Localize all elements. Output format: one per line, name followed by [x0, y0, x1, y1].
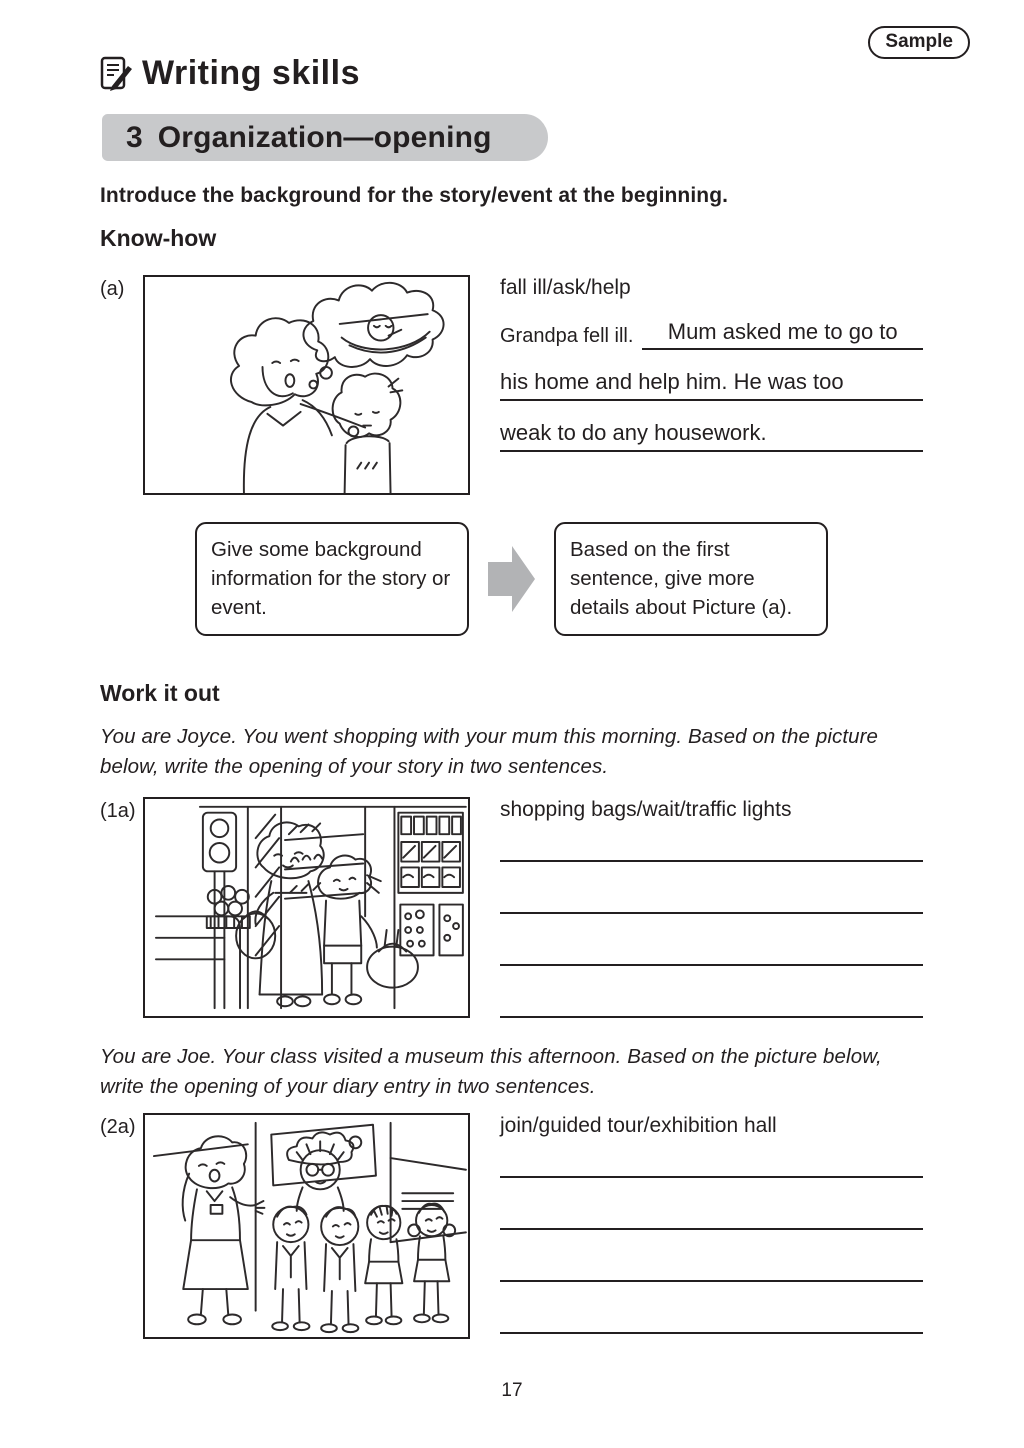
section-intro: Introduce the background for the story/event at the beginning.	[100, 184, 729, 207]
page-number: 17	[501, 1380, 523, 1401]
picture-a-frame	[143, 275, 470, 495]
hint-a: fall ill/ask/help	[500, 276, 631, 299]
know-how-heading: Know-how	[100, 225, 217, 251]
task1-writing-line-4[interactable]	[500, 966, 923, 1018]
task1-answers	[500, 797, 923, 1018]
section-title: Organization—opening	[157, 120, 492, 154]
answer-prefix: Grandpa fell ill.	[500, 325, 634, 347]
sample-badge: Sample	[868, 26, 970, 59]
page-title: Writing skills	[142, 54, 360, 92]
task2-writing-line-2[interactable]	[500, 1178, 923, 1230]
answer-line-1: Mum asked me to go to	[642, 319, 923, 350]
task2-writing-line-3[interactable]	[500, 1230, 923, 1282]
note-box-more-details: Based on the first sentence, give more details about Picture (a).	[554, 522, 828, 636]
task1-writing-line-2[interactable]	[500, 862, 923, 914]
task2-writing-line-1[interactable]	[500, 1139, 923, 1178]
figure-1a-label: (1a)	[100, 800, 136, 822]
task2-writing-line-4[interactable]	[500, 1282, 923, 1334]
hint-1a: shopping bags/wait/traffic lights	[500, 798, 792, 821]
section-pill	[102, 114, 548, 161]
answer-line-3: weak to do any housework.	[500, 420, 923, 452]
task2-row	[100, 1113, 924, 1339]
figure-2a-label: (2a)	[100, 1116, 136, 1138]
work-it-out-heading: Work it out	[100, 680, 220, 706]
hint-2a: join/guided tour/exhibition hall	[500, 1114, 777, 1137]
note-box-background-info: Give some background information for the story or event.	[195, 522, 469, 636]
picture-2a-frame	[143, 1113, 470, 1339]
figure-a-label: (a)	[100, 278, 125, 300]
page-title-row	[100, 54, 924, 93]
picture-1a-illustration-shopping	[145, 799, 467, 1016]
section-number: 3	[126, 120, 143, 154]
task1-write-lines	[500, 823, 923, 1018]
picture-2a-illustration-museum-tour	[145, 1115, 467, 1337]
task1-writing-line-1[interactable]	[500, 823, 923, 862]
task1-row	[100, 797, 924, 1018]
right-arrow-icon	[488, 546, 535, 612]
task2-answers	[500, 1113, 923, 1334]
answer-line-2: his home and help him. He was too	[500, 369, 923, 401]
task2-write-lines	[500, 1139, 923, 1334]
task1-writing-line-3[interactable]	[500, 914, 923, 966]
note-boxes-row	[195, 522, 924, 636]
memo-pencil-icon	[100, 56, 132, 92]
know-how-answers	[500, 275, 923, 452]
task2-instruction: You are Joe. Your class visited a museum this afternoon. Based on the picture below, write the opening of your diary entry in two sentences.	[100, 1045, 882, 1098]
know-how-row	[100, 275, 924, 495]
picture-1a-frame	[143, 797, 470, 1018]
task1-instruction: You are Joyce. You went shopping with your mum this morning. Based on the picture below, write the opening of your story in two sentences.	[100, 725, 879, 778]
picture-a-illustration-mum-girl-ill-grandpa	[145, 277, 467, 493]
